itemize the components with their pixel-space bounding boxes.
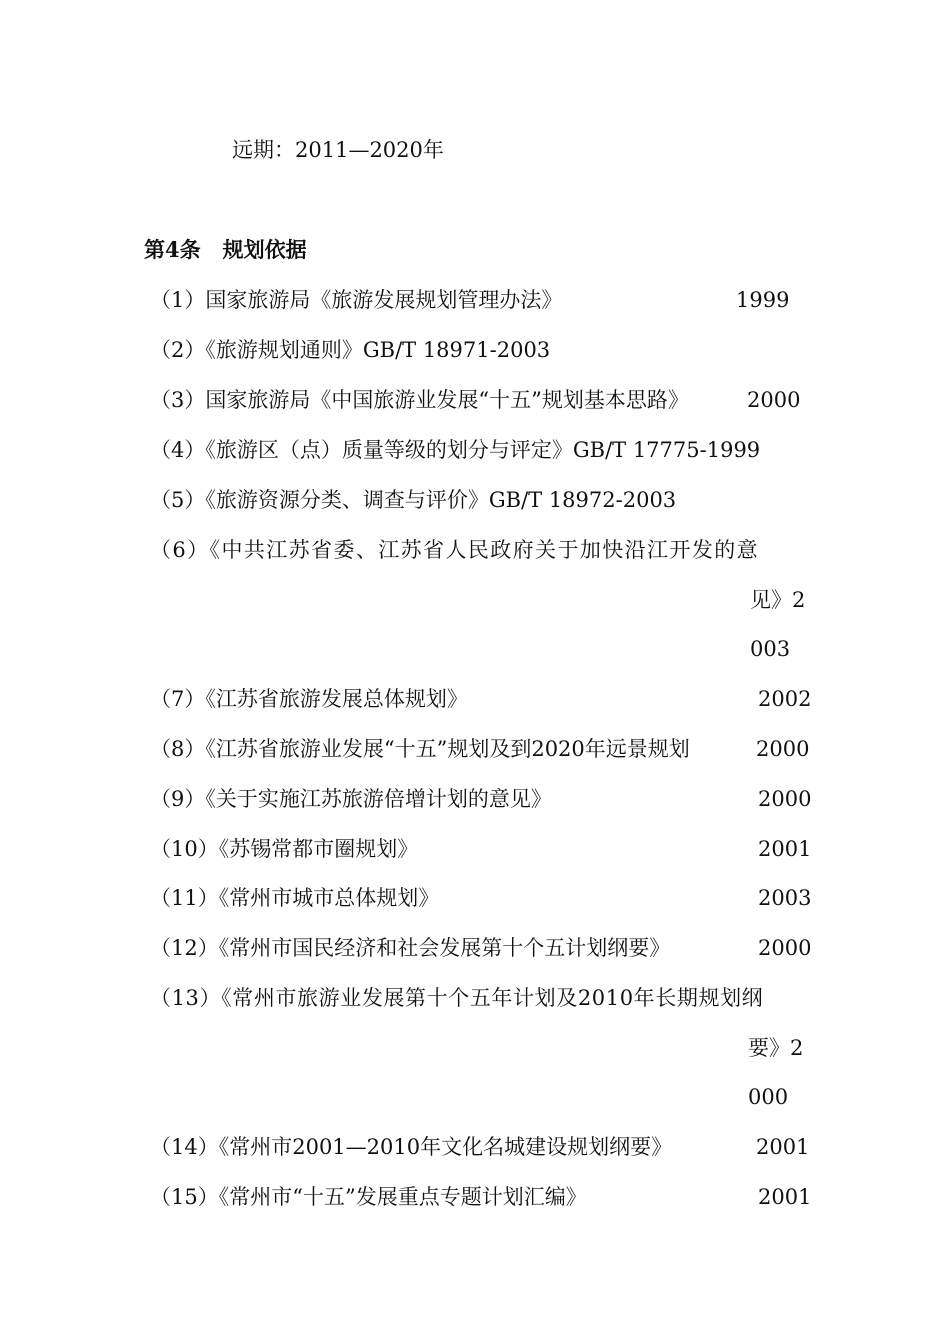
reference-item-10: （10）《苏锡常都市圈规划》 <box>150 837 419 861</box>
reference-item-13: （13）《常州市旅游业发展第十个五年计划及2010年长期规划纲 <box>150 986 764 1010</box>
article-number: 第4条 <box>144 237 201 262</box>
reference-continuation-6b: 003 <box>750 637 791 661</box>
reference-year-9: 2000 <box>758 787 812 811</box>
article-title: 规划依据 <box>222 237 307 262</box>
reference-year-10: 2001 <box>758 837 812 861</box>
reference-item-6: （6）《中共江苏省委、江苏省人民政府关于加快沿江开发的意 <box>150 538 760 562</box>
reference-item-11: （11）《常州市城市总体规划》 <box>150 886 440 910</box>
reference-item-7: （7）《江苏省旅游发展总体规划》 <box>150 687 468 711</box>
reference-year-1: 1999 <box>736 288 790 312</box>
reference-year-3: 2000 <box>747 388 801 412</box>
planning-period-long-term: 远期：2011—2020年 <box>232 138 444 162</box>
reference-item-1: （1）国家旅游局《旅游发展规划管理办法》 <box>150 288 563 312</box>
reference-continuation-6a: 见》2 <box>750 588 806 612</box>
article-heading <box>144 237 307 263</box>
reference-year-14: 2001 <box>756 1135 810 1159</box>
reference-item-14: （14）《常州市2001—2010年文化名城建设规划纲要》 <box>150 1135 673 1159</box>
reference-year-7: 2002 <box>758 687 812 711</box>
reference-item-4: （4）《旅游区（点）质量等级的划分与评定》GB/T 17775-1999 <box>150 438 761 462</box>
reference-item-8: （8）《江苏省旅游业发展“十五”规划及到2020年远景规划 <box>150 737 690 761</box>
reference-item-12: （12）《常州市国民经济和社会发展第十个五计划纲要》 <box>150 936 671 960</box>
reference-year-8: 2000 <box>756 737 810 761</box>
reference-item-5: （5）《旅游资源分类、调查与评价》GB/T 18972-2003 <box>150 488 677 512</box>
reference-item-15: （15）《常州市“十五”发展重点专题计划汇编》 <box>150 1185 587 1209</box>
reference-item-2: （2）《旅游规划通则》GB/T 18971-2003 <box>150 338 551 362</box>
reference-continuation-13b: 000 <box>748 1085 789 1109</box>
reference-year-11: 2003 <box>758 886 812 910</box>
reference-year-15: 2001 <box>758 1185 812 1209</box>
reference-item-3: （3）国家旅游局《中国旅游业发展“十五”规划基本思路》 <box>150 388 689 412</box>
reference-continuation-13a: 要》2 <box>748 1036 804 1060</box>
reference-item-9: （9）《关于实施江苏旅游倍增计划的意见》 <box>150 787 552 811</box>
reference-year-12: 2000 <box>758 936 812 960</box>
